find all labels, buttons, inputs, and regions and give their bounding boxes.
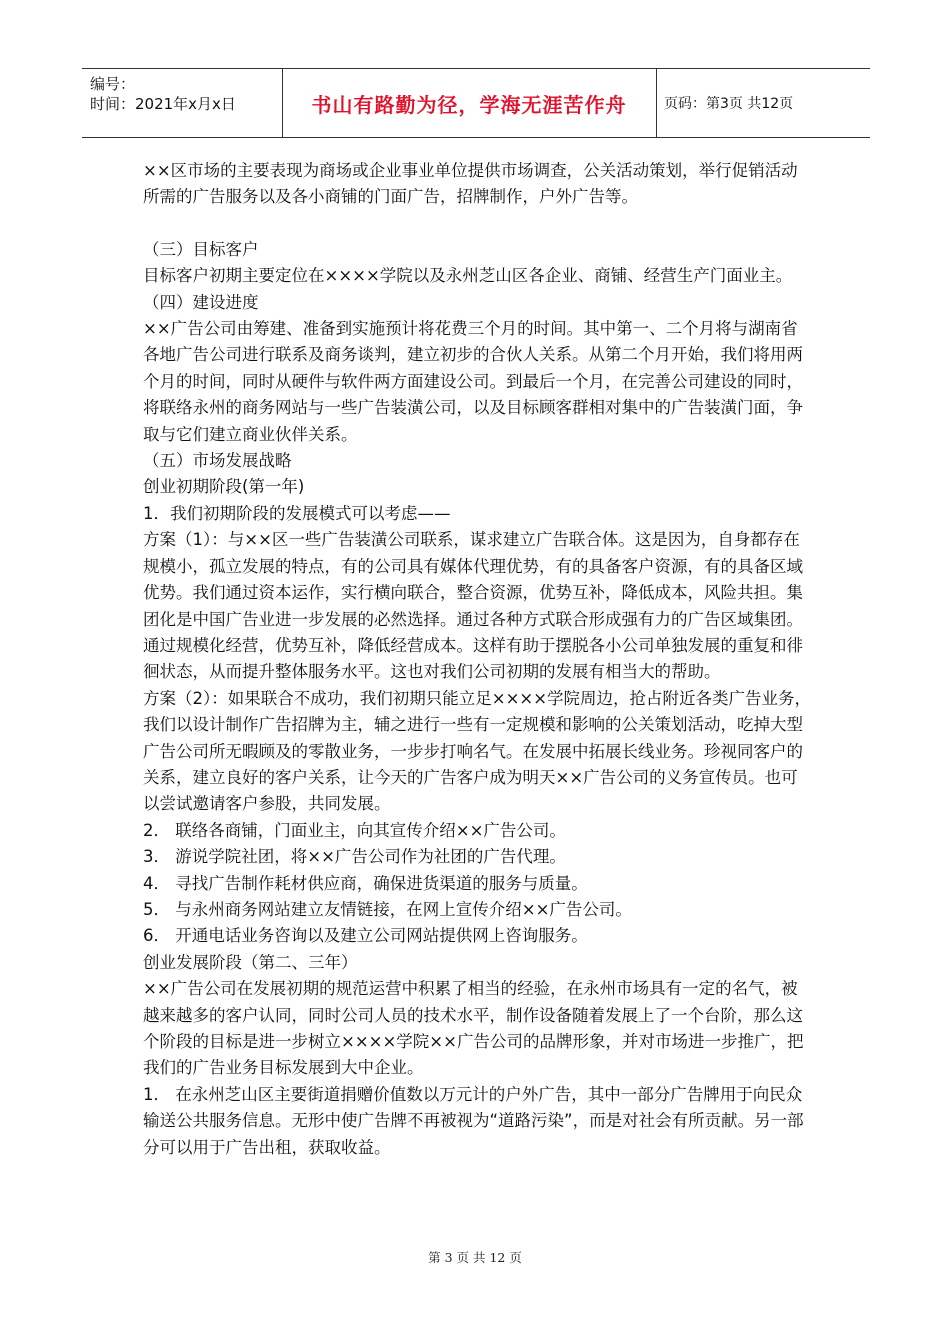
header-motto: 书山有路勤为径，学海无涯苦作舟 (311, 92, 627, 117)
blank-line (143, 211, 813, 237)
list-item: 1． 在永州芝山区主要街道捐赠价值数以万元计的户外广告，其中一部分广告牌用于向民众输送公共服务信息。无形中使广告牌不再被视为“道路污染”，而是对社会有所贡献。另一部分可以用于广告出租，获取收益。 (143, 1084, 804, 1157)
header-page-info: 页码：第3页 共12页 (664, 96, 794, 112)
section-heading: （五）市场发展战略 (143, 451, 292, 471)
paragraph: ××区市场的主要表现为商场或企业事业单位提供市场调查，公关活动策划，举行促销活动所需的广告服务以及各小商铺的门面广告，招牌制作，户外广告等。 (143, 161, 798, 207)
list-item: 4． 寻找广告制作耗材供应商，确保进货渠道的服务与质量。 (143, 873, 588, 893)
page-footer: 第 3 页 共 12 页 (428, 1250, 522, 1265)
document-body (143, 158, 813, 1161)
list-item: 3． 游说学院社团，将××广告公司作为社团的广告代理。 (143, 847, 566, 867)
paragraph: ××广告公司由筹建、准备到实施预计将花费三个月的时间。其中第一、二个月将与湖南省各地广告公司进行联系及商务谈判，建立初步的合伙人关系。从第二个月开始，我们将用两个月的时间，同时从硬件与软件两方面建设公司。到最后一个月，在完善公司建设的同时，将联络永州的商务网站与一些广告装潢公司，以及目标顾客群相对集中的广告装潢门面，争取与它们建立商业伙伴关系。 (143, 319, 803, 444)
header-meta-cell (82, 69, 282, 137)
list-item: 5． 与永州商务网站建立友情链接，在网上宣传介绍××广告公司。 (143, 899, 632, 919)
section-heading: （三）目标客户 (143, 239, 259, 259)
section-heading: （四）建设进度 (143, 292, 259, 312)
document-date: 时间：2021年x月x日 (90, 95, 236, 113)
document-number-label: 编号： (90, 75, 136, 93)
paragraph: 创业发展阶段（第二、三年） (143, 952, 358, 972)
paragraph: ××广告公司在发展初期的规范运营中积累了相当的经验，在永州市场具有一定的名气，被越来越多的客户认同，同时公司人员的技术水平，制作设备随着发展上了一个台阶，那么这个阶段的目标是进一步树立××××学院××广告公司的品牌形象，并对市场进一步推广，把我们的广告业务目标发展到大中企业。 (143, 979, 804, 1078)
paragraph: 方案（2）：如果联合不成功，我们初期只能立足××××学院周边，抢占附近各类广告业务，我们以设计制作广告招牌为主，辅之进行一些有一定规模和影响的公关策划活动，吃掉大型广告公司所无暇顾及的零散业务，一步步打响名气。在发展中拓展长线业务。珍视同客户的关系，建立良好的客户关系，让今天的广告客户成为明天××广告公司的义务宣传员。也可以尝试邀请客户参股，共同发展。 (143, 688, 812, 814)
paragraph: 1．我们初期阶段的发展模式可以考虑—— (143, 503, 451, 523)
list-item: 6． 开通电话业务咨询以及建立公司网站提供网上咨询服务。 (143, 926, 588, 946)
paragraph: 目标客户初期主要定位在××××学院以及永州芝山区各企业、商铺、经营生产门面业主。 (143, 266, 793, 286)
paragraph: 创业初期阶段(第一年) (143, 477, 305, 497)
header-divider (656, 69, 657, 137)
page-header (82, 68, 870, 138)
paragraph: 方案（1）：与××区一些广告装潢公司联系，谋求建立广告联合体。这是因为，自身都存在规模小，孤立发展的特点，有的公司具有媒体代理优势，有的具备客户资源，有的具备区域优势。我们通过资本运作，实行横向联合，整合资源，优势互补，降低成本，风险共担。集团化是中国广告业进一步发展的必然选择。通过各种方式联合形成强有力的广告区域集团。通过规模化经营，优势互补，降低经营成本。这样有助于摆脱各小公司单独发展的重复和徘徊状态，从而提升整体服务水平。这也对我们公司初期的发展有相当大的帮助。 (143, 530, 803, 682)
list-item: 2． 联络各商铺，门面业主，向其宣传介绍××广告公司。 (143, 820, 566, 840)
